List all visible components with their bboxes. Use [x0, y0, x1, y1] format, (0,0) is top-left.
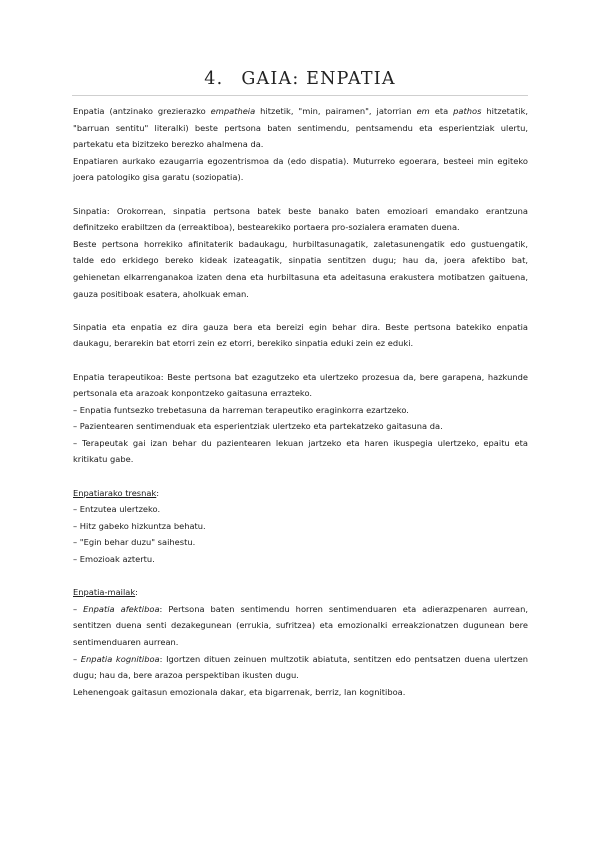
list-item-affective: – Enpatia afektiboa: Pertsona baten sentimendu horren sentimenduaren eta adierazpenaren aurrean, sentitzen duena senti dezakegunean (errukia, sufritzea) eta emozionalki erreakzionatzen dugunean bere sentimenduaren aurrean.: [73, 603, 528, 647]
section-heading-levels: Enpatia-mailak:: [73, 587, 138, 598]
paragraph-summary: Lehenengoak gaitasun emozionala dakar, eta bigarrenak, berriz, lan kognitiboa.: [73, 686, 406, 697]
paragraph-empathy-definition: Enpatia (antzinako grezierazko empatheia hitzetik, "min, pairamen", jatorrian em eta pathos hitzetatik, "barruan sentitu" literalki) beste pertsona baten sentimendu, pentsamendu eta esperientziak ulertu, partekatu eta bizitzeko berezko ahalmena da.: [73, 106, 529, 150]
list-item: – Terapeutak gai izan behar du pazientearen lekuan jartzeko eta haren ikuspegia ulertzeko, epaitu eta kritikatu gabe.: [73, 437, 528, 465]
spacer: [73, 468, 528, 485]
list-item: – "Egin behar duzu" saihestu.: [73, 537, 196, 548]
title-divider: [72, 95, 528, 96]
chapter-title: GAIA: ENPATIA: [241, 69, 396, 89]
term-affective-empathy: Enpatia afektiboa: [83, 603, 160, 614]
term-empatheia: empatheia: [210, 106, 256, 116]
document-body: [73, 103, 528, 700]
paragraph-sympathy-affinity: Beste pertsona horrekiko afinitaterik badaukagu, hurbiltasunagatik, zaletasunengatik edo gustuengatik, talde edo erkidego bereko kideak izateagatik, sinpatia sentitzen dugu; hau da, joera afektibo bat, gehienetan elkarrenganakoa izaten dena eta hurbiltasuna eta adeitasuna erakustera motibatzen gaituena, gauza positiboak esatera, aholkuak eman.: [73, 238, 528, 299]
term-pathos: pathos: [453, 106, 482, 116]
paragraph-sympathy-vs-empathy: Sinpatia eta enpatia ez dira gauza bera eta bereizi egin behar dira. Beste pertsona batekiko enpatia daukagu, berarekin bat etorri zein ez etorri, berekiko sinpatia eduki zein ez eduki.: [73, 321, 528, 349]
term-em: em: [416, 106, 430, 116]
list-item-cognitive: – Enpatia kognitiboa: Igortzen dituen zeinuen multzotik abiatuta, sentitzen edo pentsatzen duena ulertzen dugu; hau da, bere arazoa perspektiban ikusten dugu.: [73, 653, 528, 681]
spacer: [73, 352, 528, 369]
page-title: [0, 69, 600, 89]
spacer: [73, 302, 528, 319]
section-heading-tools: Enpatiarako tresnak:: [73, 487, 160, 498]
spacer: [73, 568, 528, 585]
list-item: – Enpatia funtsezko trebetasuna da harreman terapeutiko eraginkorra ezartzeko.: [73, 404, 409, 415]
list-item: – Hitz gabeko hizkuntza behatu.: [73, 520, 206, 531]
chapter-number: 4.: [204, 69, 224, 89]
term-cognitive-empathy: Enpatia kognitiboa: [80, 653, 160, 664]
paragraph-therapeutic-empathy: Enpatia terapeutikoa: Beste pertsona bat ezagutzeko eta ulertzeko prozesua da, bere garapena, hazkunde pertsonala eta arazoak konpontzeko gaitasuna errazteko.: [73, 371, 528, 399]
list-item: – Emozioak aztertu.: [73, 554, 155, 565]
paragraph-sympathy: Sinpatia: Orokorrean, sinpatia pertsona batek beste banako baten emozioari emandako erantzuna definitzeko erabiltzen da (erreaktiboa), bestearekiko portaera pro-sozialera eramaten duena.: [73, 205, 528, 233]
paragraph-egocentrism: Enpatiaren aurkako ezaugarria egozentrismoa da (edo dispatia). Muturreko egoerara, besteei min egiteko joera patologiko gisa garatu (soziopatia).: [73, 155, 528, 183]
list-item: – Entzutea ulertzeko.: [73, 504, 161, 515]
spacer: [73, 186, 528, 203]
list-item: – Pazientearen sentimenduak eta esperientziak ulertzeko eta partekatzeko gaitasuna da.: [73, 421, 443, 432]
